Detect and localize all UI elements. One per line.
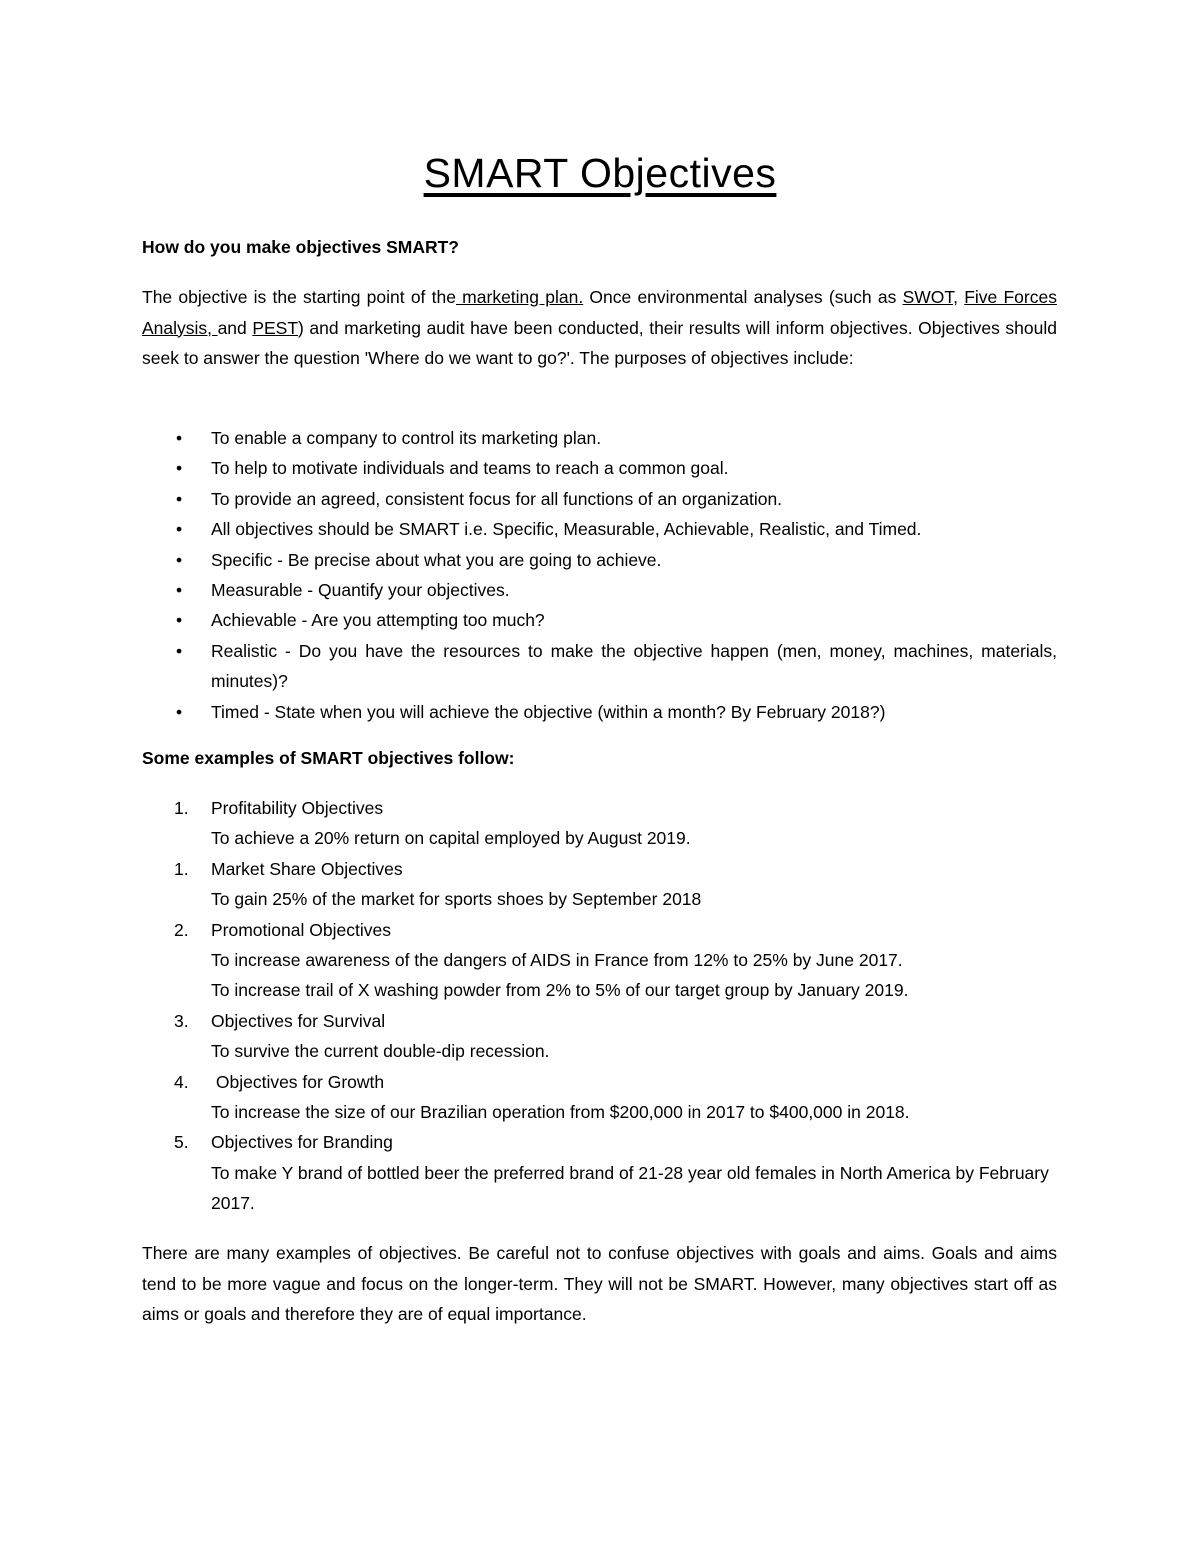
- bullet-item: [142, 575, 1057, 605]
- bullet-icon: •: [176, 488, 183, 509]
- example-number: 3.: [174, 1010, 189, 1031]
- example-line: To achieve a 20% return on capital employed by August 2019.: [211, 828, 691, 849]
- bullet-item: [142, 605, 1057, 635]
- example-heading: Objectives for Survival: [211, 1010, 386, 1031]
- pest-link[interactable]: PEST: [252, 317, 299, 338]
- example-heading: Objectives for Branding: [211, 1132, 393, 1153]
- example-heading: Market Share Objectives: [211, 858, 403, 879]
- bullet-item: [142, 545, 1057, 575]
- page-title: SMART Objectives: [423, 150, 777, 196]
- bullet-item: [142, 453, 1057, 483]
- example-heading: Objectives for Growth: [211, 1071, 385, 1092]
- example-number: 5.: [174, 1132, 189, 1153]
- example-number: 1.: [174, 858, 189, 879]
- example-line: To make Y brand of bottled beer the preferred brand of 21-28 year old females in North America by February 2017.: [211, 1162, 1049, 1214]
- bullet-text: Timed - State when you will achieve the objective (within a month? By February 2018?): [211, 701, 886, 722]
- bullet-item: [142, 423, 1057, 453]
- bullet-icon: •: [176, 519, 183, 540]
- bullet-text: All objectives should be SMART i.e. Specific, Measurable, Achievable, Realistic, and Timed.: [211, 519, 922, 540]
- example-item: [142, 915, 1057, 1006]
- examples-list: [142, 793, 1057, 1219]
- bullet-text: Measurable - Quantify your objectives.: [211, 580, 510, 601]
- bullet-text: To enable a company to control its marketing plan.: [211, 428, 602, 448]
- example-line: To increase the size of our Brazilian operation from $200,000 in 2017 to $400,000 in 2018.: [211, 1102, 910, 1123]
- example-line: To gain 25% of the market for sports shoes by September 2018: [211, 889, 702, 910]
- example-item: [142, 1067, 1057, 1128]
- closing-paragraph: There are many examples of objectives. Be careful not to confuse objectives with goals and aims. Goals and aims tend to be more vague and focus on the longer-term. They will not be SMART. However, many objectives start off as aims or goals and therefore they are of equal importance.: [142, 1243, 1057, 1324]
- bullet-item: [142, 484, 1057, 514]
- example-item: [142, 793, 1057, 854]
- bullet-text: To provide an agreed, consistent focus for all functions of an organization.: [211, 488, 783, 509]
- example-line: To increase awareness of the dangers of AIDS in France from 12% to 25% by June 2017.: [211, 950, 903, 971]
- bullet-icon: •: [176, 701, 183, 722]
- five-forces-link[interactable]: Five Forces Analysis,: [142, 287, 1057, 338]
- swot-link[interactable]: SWOT,: [902, 287, 958, 307]
- example-item: [142, 1127, 1057, 1218]
- example-number: 4.: [174, 1071, 189, 1092]
- bullet-text: Achievable - Are you attempting too much?: [211, 610, 545, 631]
- bullet-item: [142, 636, 1057, 697]
- example-number: 2.: [174, 919, 189, 940]
- bullet-item: [142, 514, 1057, 544]
- examples-heading: Some examples of SMART objectives follow:: [142, 748, 515, 768]
- intro-text-1: The objective is the starting point of the: [142, 287, 456, 307]
- example-line: To survive the current double-dip recession.: [211, 1041, 550, 1062]
- purposes-list: [142, 423, 1057, 727]
- question-heading: How do you make objectives SMART?: [142, 237, 459, 257]
- example-heading: Promotional Objectives: [211, 919, 391, 940]
- example-item: [142, 854, 1057, 915]
- bullet-item: [142, 697, 1057, 727]
- marketing-plan-link[interactable]: marketing plan.: [455, 287, 584, 307]
- bullet-text: Realistic - Do you have the resources to make the objective happen (men, money, machines, materials, minutes)?: [211, 640, 1057, 692]
- intro-text-2: Once environmental analyses (such as: [583, 287, 903, 307]
- bullet-icon: •: [176, 580, 183, 601]
- bullet-icon: •: [176, 640, 183, 661]
- example-item: [142, 1006, 1057, 1067]
- intro-text-4: and: [217, 317, 253, 338]
- example-line: To increase trail of X washing powder from 2% to 5% of our target group by January 2019.: [211, 980, 909, 1001]
- bullet-text: Specific - Be precise about what you are going to achieve.: [211, 549, 662, 570]
- bullet-text: To help to motivate individuals and teams to reach a common goal.: [211, 458, 729, 479]
- intro-text-5: ) and marketing audit have been conducted, their results will inform objectives. Objectives should seek to answer the question 'Where do we want to go?'. The purposes of objectives include:: [142, 317, 1057, 368]
- example-number: 1.: [174, 798, 189, 818]
- bullet-icon: •: [176, 458, 183, 479]
- bullet-icon: •: [176, 428, 183, 448]
- bullet-icon: •: [176, 549, 183, 570]
- bullet-icon: •: [176, 610, 183, 631]
- intro-paragraph: [142, 282, 1057, 374]
- example-heading: Profitability Objectives: [211, 798, 384, 818]
